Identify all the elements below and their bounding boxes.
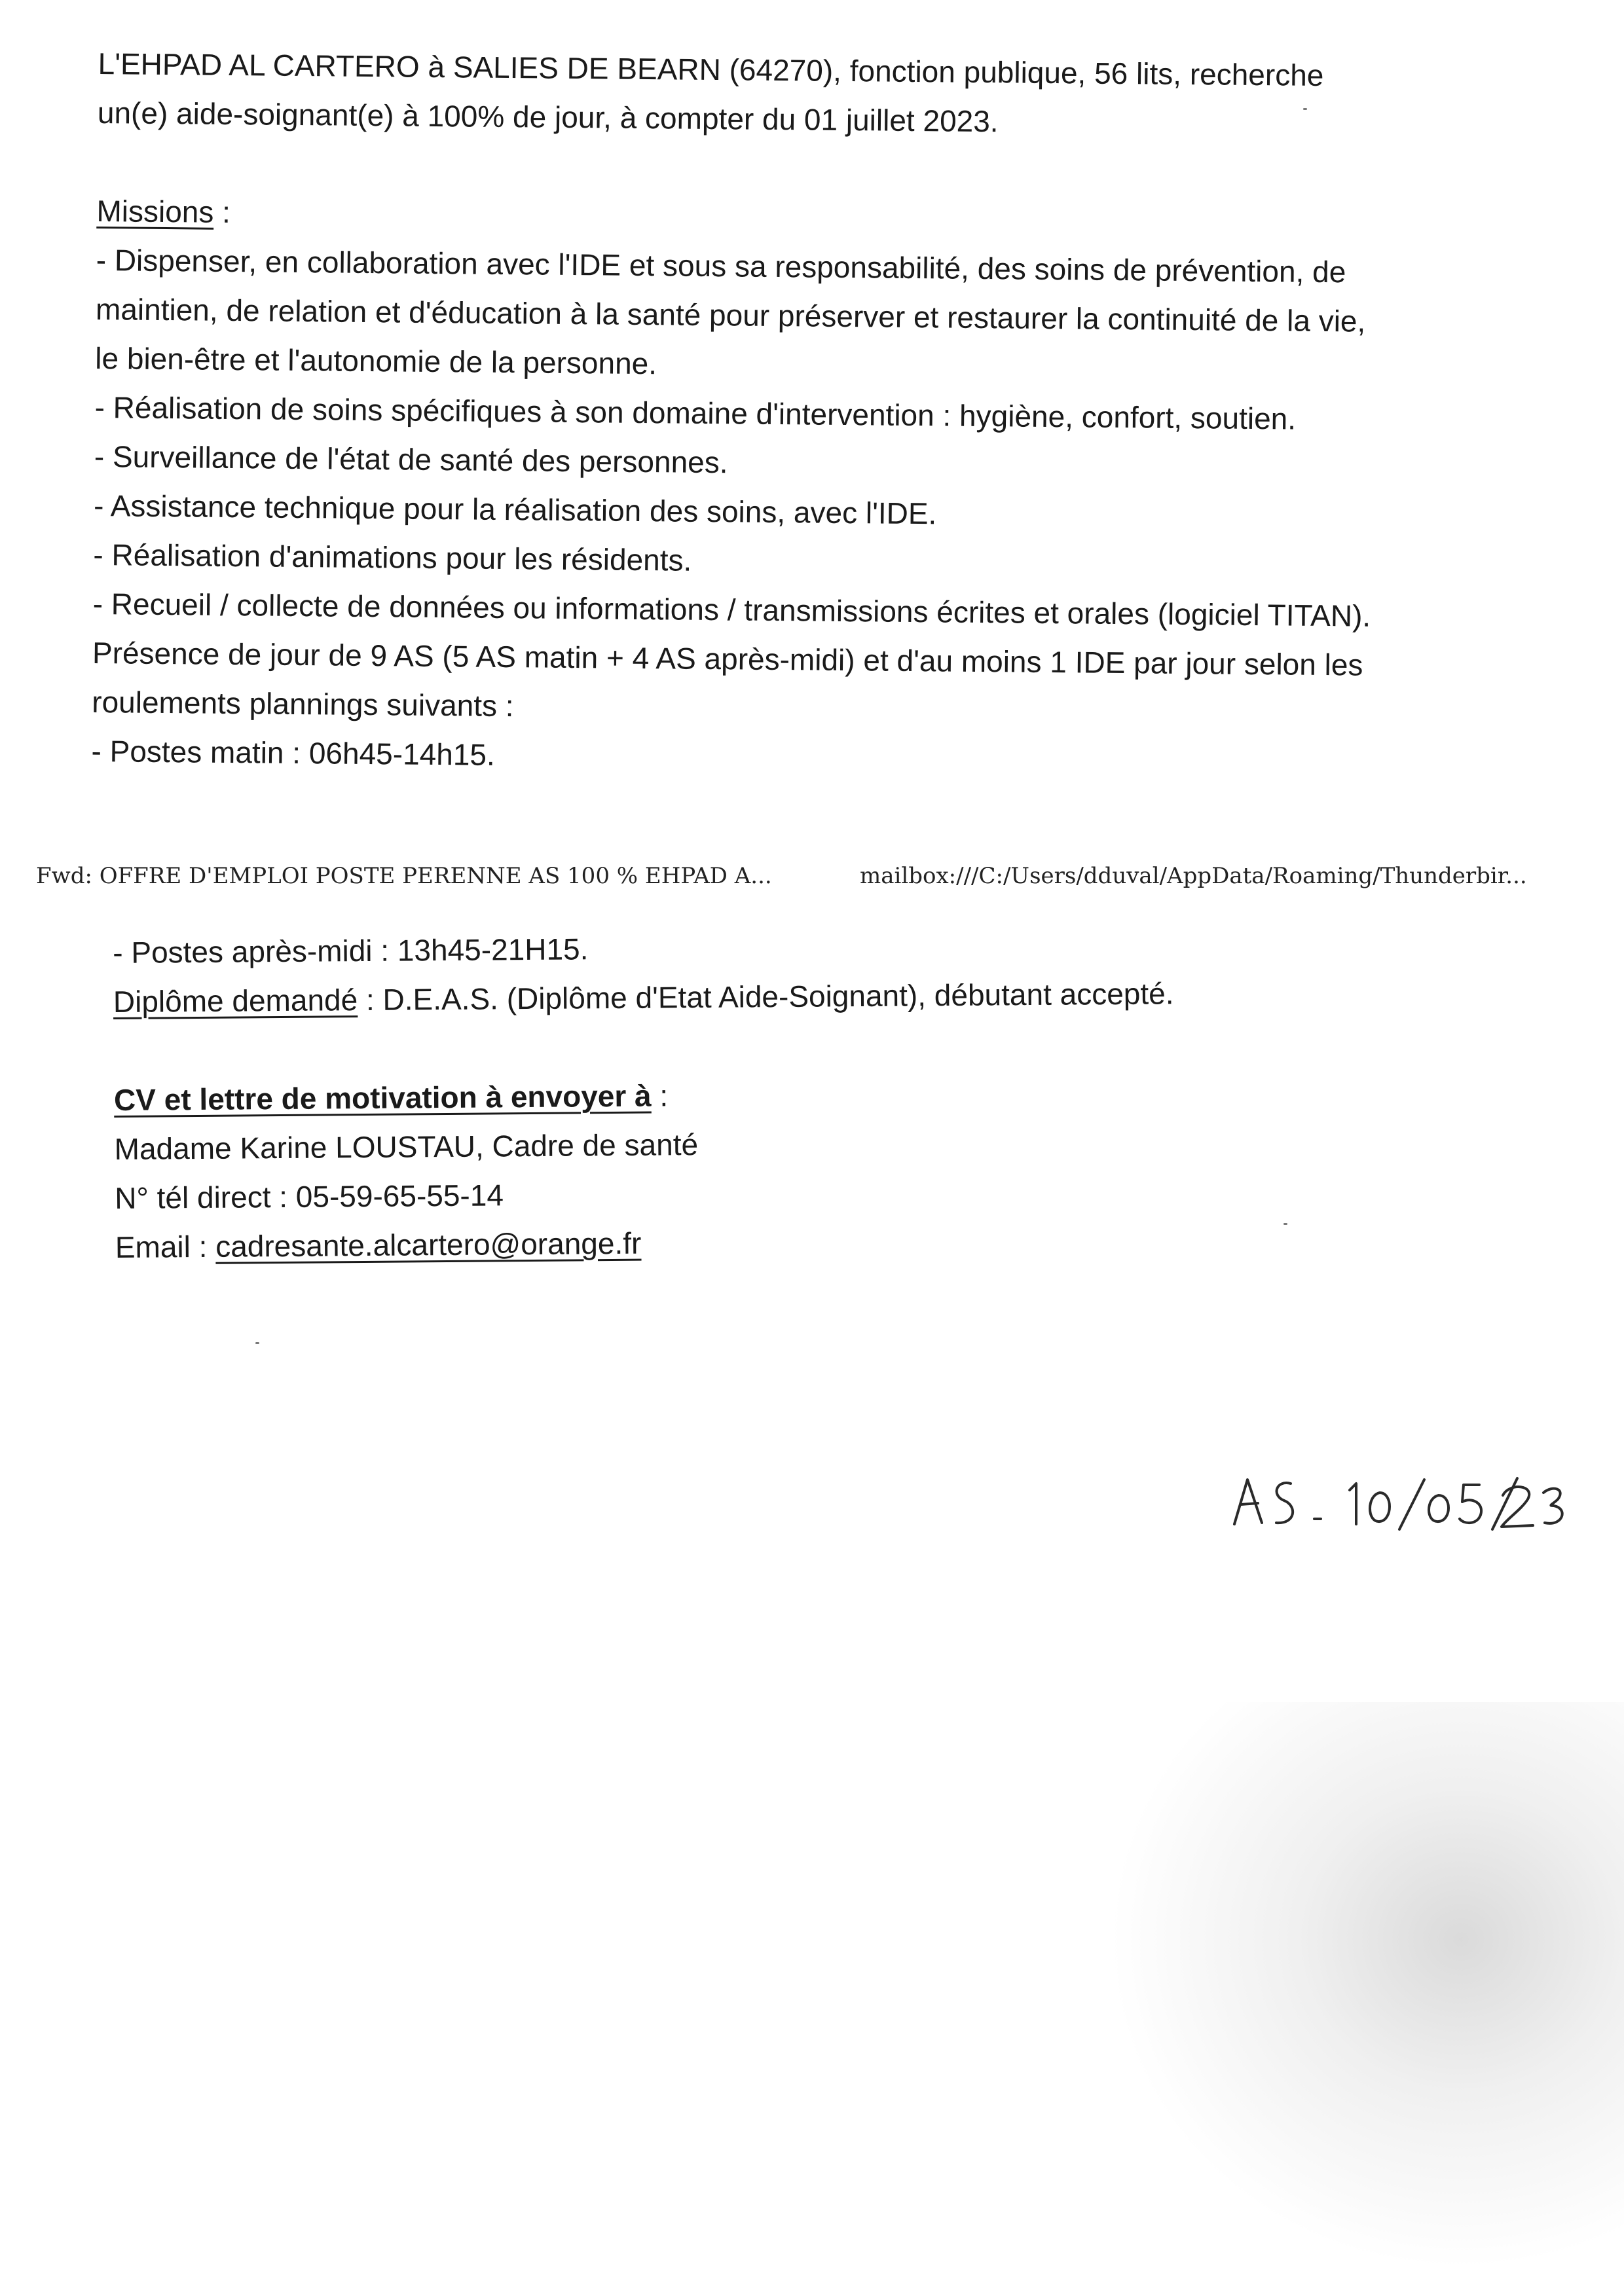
- job-offer-page1: [91, 39, 1513, 790]
- cv-heading-label: CV et lettre de motivation à envoyer à: [113, 1078, 652, 1117]
- cv-heading-colon: :: [651, 1078, 669, 1113]
- diplome-value: : D.E.A.S. (Diplôme d'Etat Aide-Soignant), débutant accepté.: [357, 976, 1174, 1017]
- handwritten-signature: [1228, 1467, 1568, 1539]
- diplome-label: Diplôme demandé: [113, 983, 358, 1019]
- missions-heading-colon: :: [213, 194, 231, 229]
- mission-line: le bien-être et l'autonomie de la personne.: [95, 340, 657, 381]
- mission-line: - Assistance technique pour la réalisation des soins, avec l'IDE.: [93, 488, 937, 531]
- mission-line: - Dispenser, en collaboration avec l'IDE et sous sa responsabilité, des soins de prévention, de: [96, 242, 1346, 289]
- contact-name: Madame Karine LOUSTAU, Cadre de santé: [114, 1127, 699, 1166]
- presence-line-1: Présence de jour de 9 AS (5 AS matin + 4 AS après-midi) et d'au moins 1 IDE par jour selon les: [92, 635, 1363, 682]
- email-link[interactable]: cadresante.alcartero@orange.fr: [215, 1226, 642, 1264]
- postes-apres-midi: - Postes après-midi : 13h45-21H15.: [113, 932, 589, 970]
- scan-speck: [1283, 1223, 1287, 1225]
- intro-line-2: un(e) aide-soignant(e) à 100% de jour, à compter du 01 juillet 2023.: [97, 95, 999, 139]
- mission-line: - Réalisation d'animations pour les résidents.: [93, 537, 692, 577]
- contact-email-line: [115, 1212, 1491, 1271]
- job-offer-page2: [113, 918, 1490, 1272]
- print-header: [36, 863, 1595, 902]
- mission-line: maintien, de relation et d'éducation à la santé pour préserver et restaurer la continuité de la vie,: [95, 291, 1366, 338]
- presence-line-2: roulements plannings suivants :: [92, 684, 514, 723]
- email-subject: Fwd: OFFRE D'EMPLOI POSTE PERENNE AS 100 % EHPAD A...: [36, 863, 772, 889]
- email-label: Email :: [115, 1229, 216, 1264]
- scan-speck: [1303, 108, 1307, 110]
- scan-smudge: [1080, 1702, 1624, 2296]
- contact-phone: N° tél direct : 05-59-65-55-14: [115, 1178, 504, 1215]
- scan-speck: [255, 1342, 259, 1344]
- mission-line: - Réalisation de soins spécifiques à son domaine d'intervention : hygiène, confort, soutien.: [94, 390, 1297, 436]
- mission-line: - Surveillance de l'état de santé des personnes.: [94, 439, 728, 480]
- mailbox-path: mailbox:///C:/Users/dduval/AppData/Roaming/Thunderbir...: [860, 863, 1527, 889]
- intro-line-1: L'EHPAD AL CARTERO à SALIES DE BEARN (64270), fonction publique, 56 lits, recherche: [98, 46, 1324, 92]
- missions-heading-label: Missions: [96, 193, 214, 229]
- mission-line: - Recueil / collecte de données ou informations / transmissions écrites et orales (logiciel TITAN).: [92, 586, 1371, 633]
- postes-matin: - Postes matin : 06h45-14h15.: [91, 733, 496, 772]
